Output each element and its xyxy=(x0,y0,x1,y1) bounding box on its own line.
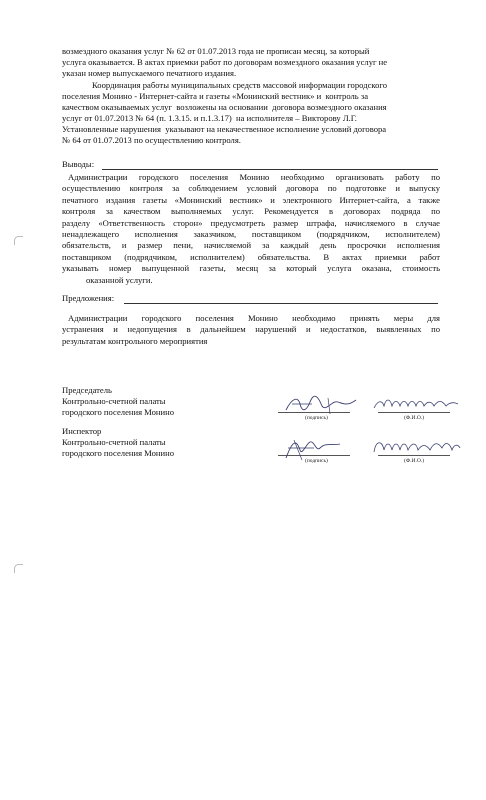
conclusions-line: печатного издания газеты «Монинский вестник» и электронного Интернет-сайта, а также xyxy=(62,194,440,205)
top-p2-line-6: № 64 от 01.07.2013 по осуществлению контроля. xyxy=(62,135,241,145)
conclusions-line: разделу «Ответственность сторон» предусмотреть размер штрафа, начисляемого в случае xyxy=(62,217,440,228)
conclusions-line: ненадлежащего исполнения заказчиком, поставщиком (подрядчиком, исполнителем) xyxy=(62,228,440,239)
conclusions-line: оказанной услуги. xyxy=(86,274,153,285)
inspector-name-caption: (Ф.И.О.) xyxy=(404,458,425,464)
inspector-org-2: городского поселения Монино xyxy=(62,448,174,458)
proposals-label: Предложения: xyxy=(62,293,115,303)
punch-hole-mark xyxy=(14,236,23,245)
chair-sign-caption: (подпись) xyxy=(305,415,328,421)
conclusions-line: осуществлению контроля за соблюдением условий договора по подготовке и выпуску xyxy=(62,183,440,194)
proposals-line: Администрации городского поселения Монино необходимо принять меры для xyxy=(68,313,440,323)
conclusions-line: контроля за качеством выполняемых услуг. Рекомендуется в договорах подряда по xyxy=(62,206,440,217)
chair-name-caption: (Ф.И.О.) xyxy=(404,415,425,421)
inspector-name-handwritten xyxy=(372,436,462,458)
inspector-signature xyxy=(280,434,350,462)
conclusions-line: Администрации городского поселения Монино необходимо организовать работу по xyxy=(68,172,440,182)
proposals-underline xyxy=(124,303,438,304)
conclusions-line: указывать номер выпущенной газеты, месяц за который услуга оказана, стоимость xyxy=(62,263,440,274)
chair-org: Контрольно-счетной палаты xyxy=(62,396,166,406)
proposals-line: результатам контрольного мероприятия xyxy=(62,335,208,346)
top-p2-line-2: поселения Монино - Интернет-сайта и газеты «Монинский вестник» и контроль за xyxy=(62,91,369,101)
punch-hole-mark xyxy=(14,564,23,573)
inspector-org: Контрольно-счетной палаты xyxy=(62,437,166,447)
top-p2-line-4: услуг от 01.07.2013 № 64 (п. 1.3.15. и п.1.3.17) на исполнителя – Викторову Л.Г. xyxy=(62,113,357,123)
top-p2-line-5: Установленные нарушения указывают на некачественное исполнение условий договора xyxy=(62,124,387,134)
top-p1-line-1: возмездного оказания услуг № 62 от 01.07.2013 года не прописан месяц, за который xyxy=(62,46,370,56)
proposals-body xyxy=(62,313,440,347)
chair-signature xyxy=(282,392,362,418)
conclusions-underline xyxy=(102,169,438,170)
conclusions-line: обязательств, и размер пени, начисляемой за каждый день просрочки исполнения xyxy=(62,240,440,251)
inspector-title: Инспектор xyxy=(62,426,102,436)
conclusions-line: поставщиком (подрядчиком, исполнителем) обязательства. В актах приемки работ xyxy=(62,251,440,262)
top-p2-line-3: качеством оказываемых услуг возложены на основании договора возмездного оказания xyxy=(62,102,387,112)
inspector-sign-caption: (подпись) xyxy=(305,458,328,464)
proposals-line: устранения и недопущения в дальнейшем нарушений и недостатков, выявленных по xyxy=(62,324,440,335)
top-p2-line-1: Координация работы муниципальных средств массовой информации городского xyxy=(92,80,388,90)
conclusions-body xyxy=(62,172,440,286)
chair-name-handwritten xyxy=(372,394,462,416)
chair-org-2: городского поселения Монино xyxy=(62,407,174,417)
top-p1-line-3: указан номер выпускаемого печатного издания. xyxy=(62,68,237,78)
chair-title: Председатель xyxy=(62,385,112,395)
conclusions-label: Выводы: xyxy=(62,159,95,169)
top-p1-line-2: услуга оказывается. В актах приемки работ по договорам возмездного оказания услуг не xyxy=(62,57,388,67)
